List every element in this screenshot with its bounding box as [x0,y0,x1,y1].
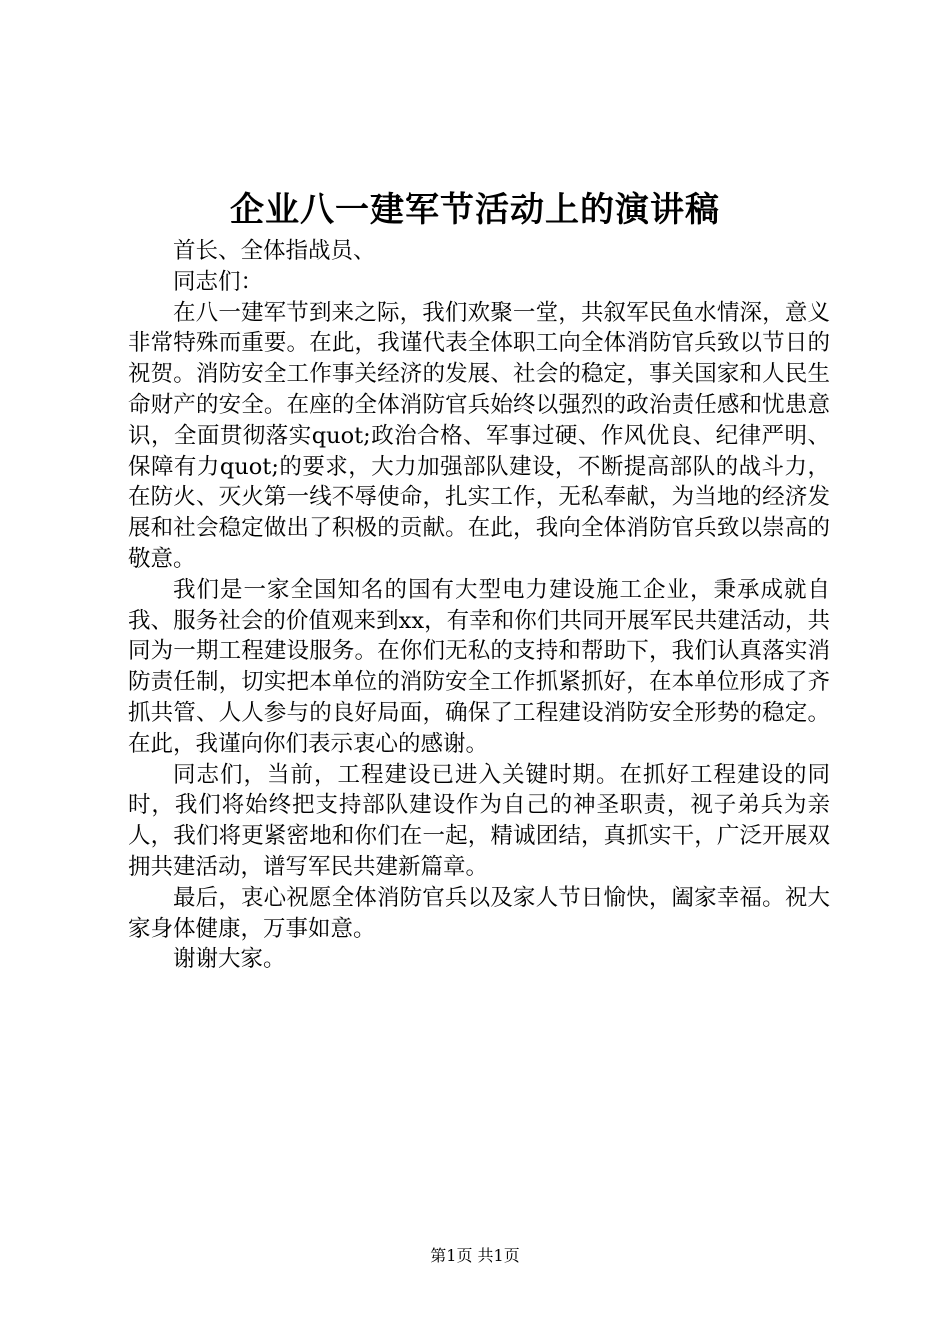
document-title: 企业八一建军节活动上的演讲稿 [230,190,720,230]
body-paragraph: 我们是一家全国知名的国有大型电力建设施工企业，秉承成就自我、服务社会的价值观来到xx，有幸和你们共同开展军民共建活动，共同为一期工程建设服务。在你们无私的支持和帮助下，我们认真落实消防责任制，切实把本单位的消防安全工作抓紧抓好，在本单位形成了齐抓共管、人人参与的良好局面，确保了工程建设消防安全形势的稳定。在此，我谨向你们表示衷心的感谢。 [128,576,830,757]
body-paragraph: 同志们，当前，工程建设已进入关键时期。在抓好工程建设的同时，我们将始终把支持部队建设作为自己的神圣职责，视子弟兵为亲人，我们将更紧密地和你们在一起，精诚团结，真抓实干，广泛开展双拥共建活动，谱写军民共建新篇章。 [128,761,830,880]
body-paragraph: 在八一建军节到来之际，我们欢聚一堂，共叙军民鱼水情深，意义非常特殊而重要。在此，我谨代表全体职工向全体消防官兵致以节日的祝贺。消防安全工作事关经济的发展、社会的稳定，事关国家和人民生命财产的安全。在座的全体消防官兵始终以强烈的政治责任感和忧患意识，全面贯彻落实quot;政治合格、军事过硬、作风优良、纪律严明、保障有力quot;的要求，大力加强部队建设，不断提高部队的战斗力，在防火、灭火第一线不辱使命，扎实工作，无私奉献，为当地的经济发展和社会稳定做出了积极的贡献。在此，我向全体消防官兵致以崇高的敬意。 [128,299,830,572]
closing-line: 谢谢大家。 [173,946,286,973]
salutation-line: 首长、全体指战员、 [173,238,376,264]
page-number-footer: 第1页 共1页 [430,1246,520,1265]
body-paragraph: 最后，衷心祝愿全体消防官兵以及家人节日愉快，阖家幸福。祝大家身体健康，万事如意。 [128,884,830,942]
salutation-line: 同志们： [173,268,264,295]
document-body [128,236,830,975]
